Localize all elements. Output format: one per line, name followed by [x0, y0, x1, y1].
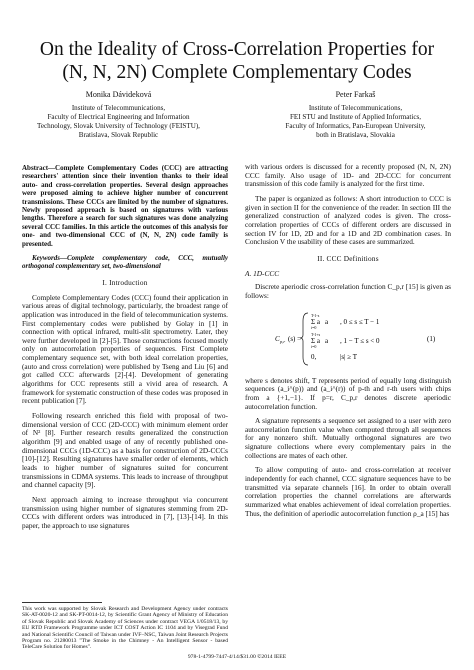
author-2 [237, 90, 474, 140]
right-column [245, 163, 451, 524]
svg-text:a: a [325, 336, 329, 345]
affiliation-line: Faculty of Electrical Engineering and Information [47, 113, 190, 121]
footnote: This work was supported by Slovak Research and Development Agency under contracts SK-AT-0020-12 and SK-PT-0014-12, by Scientific Grant Agency of Ministry of Education of Slovak Republic and Slovak Academy of Sciences under contract VEGA 1/0518/13, by EU RTD Framework Programme under ICT COST Action IC 1104 and by Visegrad Fund and National Scientific Council of Taiwan under IVF–NSC, Taiwan Joint Research Projects Program no. 21280013 "The Smoke in the Chimney - An Intelligent Sensor - based TeleCare Solution for Homes". [22, 606, 228, 651]
affiliation-line: Technology, Slovak University of Technology (FEISTU), [37, 122, 200, 130]
affiliation-line: Institute of Telecommunications, [71, 104, 166, 112]
section-heading-introduction: I. Introduction [102, 277, 148, 287]
right-paragraph-2: The paper is organized as follows: A short introduction to CCC is given in section II for the convenience of the reader. In section III the generalized construction of analyzed codes is given. The cross-correlation properties of CCCs of different orders are discussed in section IV for 1D, 2D and for a 1D and 2D combination cases. In Conclusion V the usability of these cases are summarized. [245, 193, 451, 247]
equation-graphic [245, 307, 451, 369]
author-name: Peter Farkaš [335, 90, 376, 99]
title-line-1: On the Ideality of Cross-Correlation Properties for [39, 39, 435, 60]
intro-paragraph-1: Complete Complementary Codes (CCC) found their application in various areas of digital technology, particularly, the broadest range of application was introduced in the field of telecommunication systems. First complementary codes were published by Golay in [1] in connection with optical infrared, multi-slit spectrometry. Later, they were further developed in [2]-[5]. Those constructions focused mostly only on autocorrelation properties of sequences. First Complete complementary sequence set, with both ideal correlation properties, (auto and cross correlation) were published by Tseng and Liu [6] and got called CCC afterwards [2]-[4]. Development of generating algorithms for CCC represents still a vivid area of research. A framework for systematic construction of these codes was proposed in recent publication [7]. [22, 292, 228, 406]
affiliation-line: Bratislava, Slovak Republic [78, 131, 159, 139]
left-column [22, 164, 228, 537]
right-paragraph-4: where s denotes shift, T represents period of equally long distinguish sequences (a_i^(p)) and (a_i^(r)) of p-th and r-th users with chips from a {+1,−1}. If p=r, C_p,r denotes discrete aperiodic autocorrelation function. [245, 375, 451, 411]
affiliation-line: Institute of Telecommunications, [308, 104, 403, 112]
intro-paragraph-2: Following research enriched this field with proposal of two-dimensional version of CCC (2D-CCC) with minimum element order of N² [8]. Further research results generalized the construction algorithm [9] and enabled usage of any of recently published one-dimensional CCCs (1D-CCC) as a basis for construction of 2D-CCCs [10]-[12]. Resulting signatures have smaller order of elements, which leads to higher number of signatures suited for concurrent transmissions in CDMA systems. This leads to increase of throughput and channel capacity [9]. [22, 411, 228, 490]
svg-text:|s| ≥ T: |s| ≥ T [340, 352, 358, 361]
svg-text:i=0: i=0 [311, 324, 317, 330]
right-paragraph-3: Discrete aperiodic cross-correlation function C_p,r [15] is given as follows: [245, 282, 451, 300]
svg-text:T-1-s: T-1-s [311, 312, 320, 318]
title-line-2: (N, N, 2N) Complete Complementary Codes [62, 62, 412, 83]
copyright-footer: 978-1-4799-7447-4/14/$31.00 ©2014 IEEE [187, 654, 287, 660]
svg-text:Σ a: Σ a [311, 317, 320, 326]
paper-title [20, 38, 454, 84]
svg-text:(s) =: (s) = [288, 334, 302, 343]
right-paragraph-6: To allow computing of auto- and cross-correlation at receiver independently for each channel, CCC signature sequences have to be transmitted via separate channels [16]. In order to obtain overall correlation properties the channel correlations are afterwards summarized what enables achievement of ideal correlation properties. Thus, the definition of aperiodic autocorrelation function ρ_a [15] has [245, 465, 451, 518]
right-paragraph-5: A signature represents a sequence set assigned to a user with zero autocorrelation function value when computed through all sequences for any nonzero shift. Mutually orthogonal signatures are two signature collections where every complementary pairs in the collections are mates of each other. [245, 416, 451, 460]
affiliation-line: Faculty of Informatics, Pan-European University, [285, 122, 426, 130]
svg-text:i=0: i=0 [311, 343, 317, 349]
svg-text:, 1 − T ≤ s < 0: , 1 − T ≤ s < 0 [340, 336, 380, 345]
footnote-divider [22, 602, 102, 603]
abstract: Abstract—Complete Complementary Codes (CCC) are attracting researchers' attention since their invention thanks to their ideal auto- and cross-correlation properties. Several design approaches were proposed aiming to achieve higher number of concurrent transmissions. These CCCs are limited by the number of signatures. Newly proposed approach is based on signatures with various lengths. Therefore a search for such signatures was done analyzing several CCC families. In this article the outcomes of this analysis for one- and two-dimensional CCC of (N, N, 2N) code family is presented. [22, 164, 228, 248]
svg-text:, 0 ≤ s ≤ T − 1: , 0 ≤ s ≤ T − 1 [340, 317, 380, 326]
keywords: Keywords—Complete complementary code, CCC, mutually orthogonal complementary set, two-dimensional [22, 254, 228, 271]
svg-text:0,: 0, [311, 352, 317, 361]
author-name: Monika Dávideková [85, 90, 152, 99]
author-1 [0, 90, 237, 140]
section-heading-definitions: II. CCC Definitions [317, 253, 379, 263]
svg-text:a: a [325, 317, 329, 326]
affiliation-line: both in Bratislava, Slovakia [316, 131, 395, 139]
author-block [0, 90, 474, 140]
intro-paragraph-3: Next approach aiming to increase throughput via concurrent transmission using higher number of signatures stemming from 2D-CCCs with different orders was introduced in [7], [13]-[14]. In this paper, the approach to use signatures [22, 494, 228, 530]
equation-number: (1) [427, 334, 436, 343]
affiliation-line: FEI STU and Institute of Applied Informatics, [289, 113, 422, 121]
right-paragraph-1: with various orders is discussed for a recently proposed (N, N, 2N) CCC family. Also usage of 1D- and 2D-CCC for concurrent transmission of this code family is analyzed for the first time. [245, 162, 451, 189]
svg-text:p,r: p,r [280, 338, 286, 344]
svg-text:Σ a: Σ a [311, 336, 320, 345]
svg-text:C: C [275, 334, 280, 343]
subsection-heading-1d-ccc: A. 1D-CCC [245, 268, 280, 278]
svg-text:T-1+s: T-1+s [311, 331, 321, 337]
equation-1 [245, 307, 451, 369]
